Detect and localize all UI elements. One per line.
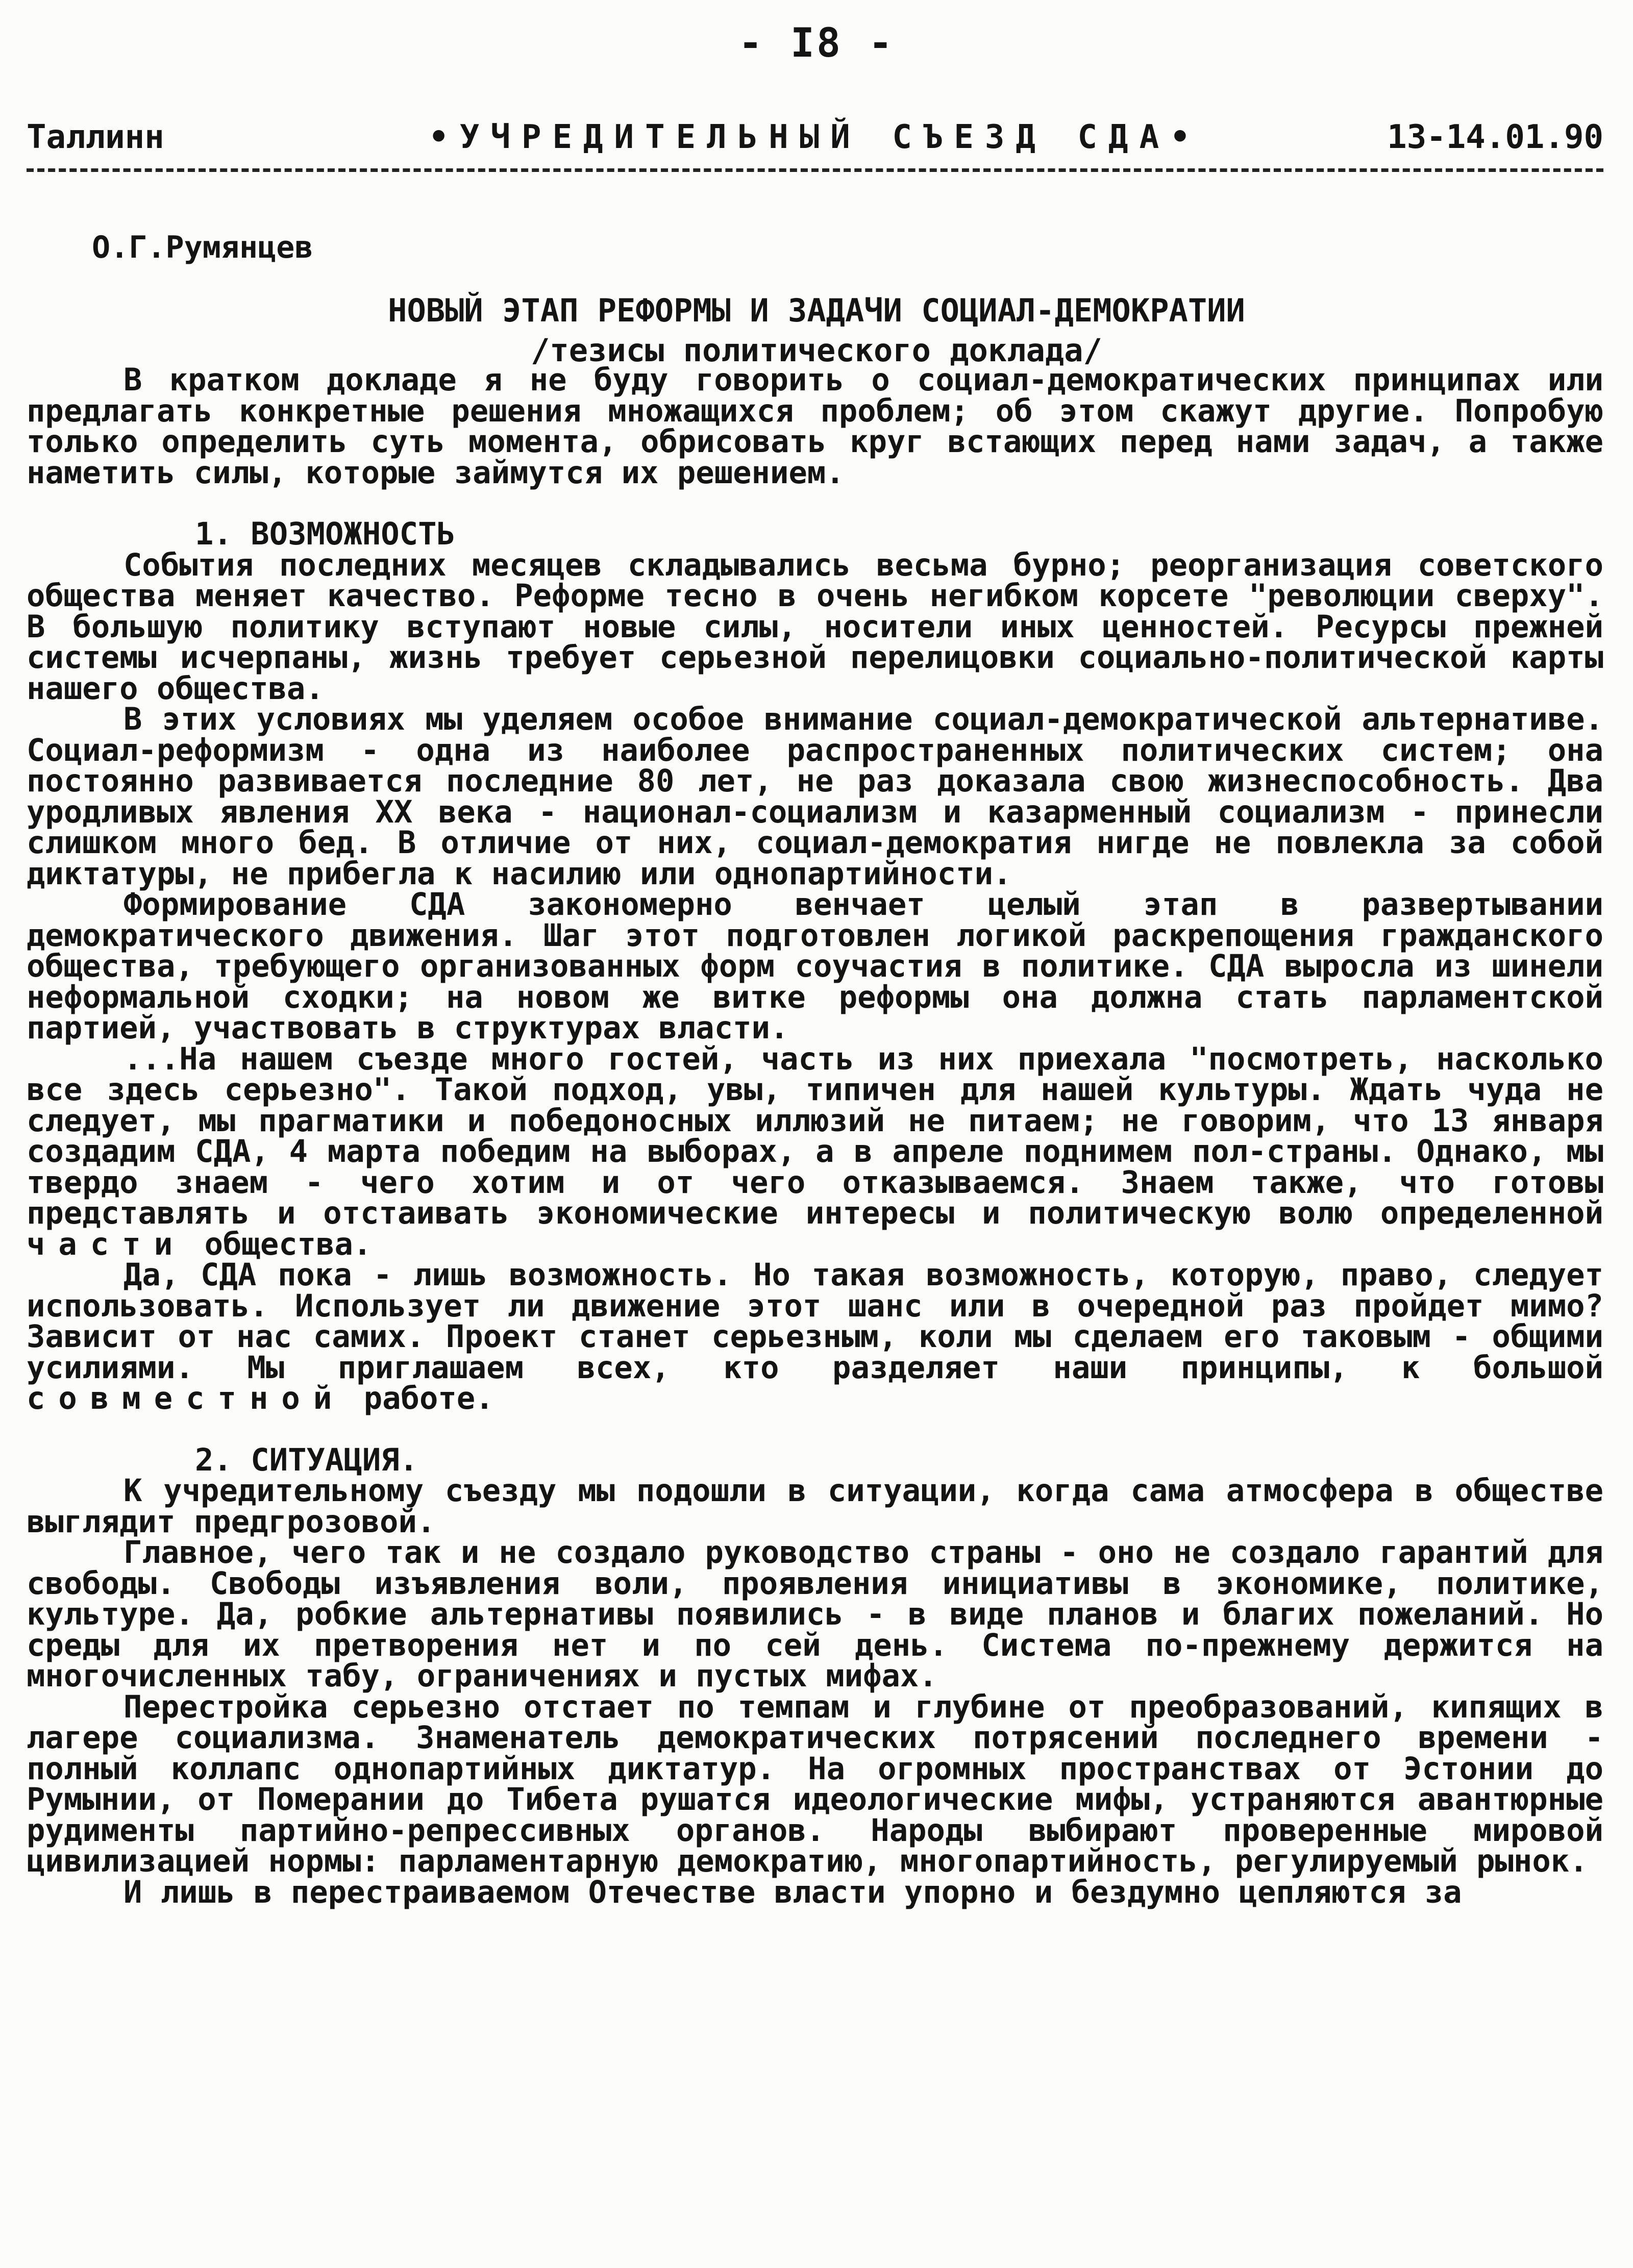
title-subtitle: /тезисы политического доклада/: [531, 332, 1102, 369]
section1-paragraph-4-text: ...На нашем съезде много гостей, часть из них приехала "посмотреть, насколько все здесь серьезно". Такой подход, увы, типичен для нашей культуры. Ждать чуда не следует, мы прагматики и победоносных иллюзий не питаем; не говорим, что 13 января создадим СДА, 4 марта победим на выборах, а в апреле поднимем пол-страны. Однако, мы твердо знаем - чего хотим и от чего отказываемся. Знаем также, что готовы представлять и отстаивать экономические интересы и политическую волю определенной: [27, 1041, 1603, 1231]
document-title: [0, 291, 1633, 370]
section1-paragraph-1: События последних месяцев складывались весьма бурно; реорганизация советского общества меняет качество. Реформе тесно в очень негибком корсете "революции сверху". В большую политику вступают новые силы, носители иных ценностей. Ресурсы прежней системы исчерпаны, жизнь требует серьезной перелицовки социально-политической карты нашего общества.: [27, 547, 1603, 707]
section1-paragraph-4: [27, 1041, 1603, 1262]
header-divider: [27, 168, 1603, 172]
author-name: О.Г.Румянцев: [92, 230, 313, 265]
section1-paragraph-5-text: Да, СДА пока - лишь возможность. Но такая возможность, которую, право, следует использовать. Использует ли движение этот шанс или в очередной раз пройдет мимо? Зависит от нас самих. Проект станет серьезным, коли мы сделаем его таковым - общими усилиями. Мы приглашаем всех, кто разделяет наши принципы, к большой: [27, 1257, 1603, 1386]
page-number: - I8 -: [738, 20, 895, 66]
section2-heading: 2. СИТУАЦИЯ.: [195, 1442, 418, 1478]
document-header: [27, 118, 1603, 169]
header-event: •УЧРЕДИТЕЛЬНЫЙ СЪЕЗД СДА•: [429, 118, 1201, 156]
section1-paragraph-4-end: общества.: [204, 1226, 372, 1262]
spacer: [27, 1414, 1603, 1445]
title-main: НОВЫЙ ЭТАП РЕФОРМЫ И ЗАДАЧИ СОЦИАЛ-ДЕМОКРАТИИ: [388, 292, 1245, 329]
section1-paragraph-3: Формирование СДА закономерно венчает целый этап в развертывании демократического движения. Шаг этот подготовлен логикой раскрепощения гражданского общества, требующего организованных форм соучастия в политике. СДА выросла из шинели неформальной сходки; на новом же витке реформы она должна стать парламентской партией, участвовать в структурах власти.: [27, 887, 1603, 1046]
section1-paragraph-5-end: работе.: [363, 1381, 494, 1416]
section2-paragraph-3: Перестройка серьезно отстает по темпам и глубине от преобразований, кипящих в лагере социализма. Знаменатель демократических потрясений последнего времени - полный коллапс однопартийных диктатур. На огромных пространствах от Эстонии до Румынии, от Померании до Тибета рушатся идеологические мифы, устраняются авантюрные рудименты партийно-репрессивных органов. Народы выбирают проверенные мировой цивилизацией нормы: парламентарную демократию, многопартийность, регулируемый рынок.: [27, 1689, 1603, 1879]
intro-paragraph: В кратком докладе я не буду говорить о социал-демократических принципах или предлагать конкретные решения множащихся проблем; об этом скажут другие. Попробую только определить суть момента, обрисовать круг встающих перед нами задач, а также наметить силы, которые займутся их решением.: [27, 362, 1603, 491]
spacer: [27, 488, 1603, 519]
section1-paragraph-5-spaced: совместной: [27, 1381, 345, 1416]
section2-paragraph-2: Главное, чего так и не создало руководство страны - оно не создало гарантий для свободы. Свободы изъявления воли, проявления инициативы в экономике, политике, культуре. Да, робкие альтернативы появились - в виде планов и благих пожеланий. Но среды для их претворения нет и по сей день. Система по-прежнему держится на многочисленных табу, ограничениях и пустых мифах.: [27, 1535, 1603, 1694]
header-dates: 13-14.01.90: [1387, 118, 1603, 156]
section1-paragraph-4-spaced: части: [27, 1226, 186, 1262]
section1-paragraph-2: В этих условиях мы уделяем особое внимание социал-демократической альтернативе. Социал-реформизм - одна из наиболее распространенных политических систем; она постоянно развивается последние 80 лет, не раз доказала свою жизнеспособность. Два уродливых явления XX века - национал-социализм и казарменный социализм - принесли слишком много бед. В отличие от них, социал-демократия нигде не повлекла за собой диктатуры, не прибегла к насилию или однопартийности.: [27, 702, 1603, 892]
header-city: Таллинн: [27, 118, 164, 156]
section2-paragraph-1: К учредительному съезду мы подошли в ситуации, когда сама атмосфера в обществе выглядит предгрозовой.: [27, 1473, 1603, 1540]
section2-paragraph-4: И лишь в перестраиваемом Отечестве власти упорно и бездумно цепляются за: [123, 1874, 1462, 1910]
section1-paragraph-5: [27, 1257, 1603, 1416]
document-body: [27, 362, 1603, 1910]
section1-heading: 1. ВОЗМОЖНОСТЬ: [195, 516, 455, 552]
